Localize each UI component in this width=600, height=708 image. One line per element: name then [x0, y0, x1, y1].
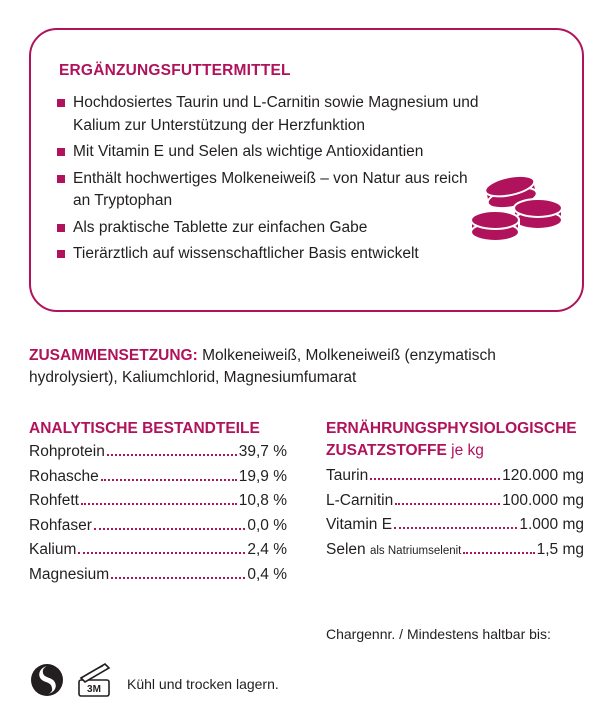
bullet-square-icon: [57, 175, 65, 183]
pao-jar-icon: [79, 664, 109, 696]
product-info-box: [29, 28, 584, 312]
analytic-row: Rohasche 19,9 %: [29, 467, 287, 485]
pao-label: 3M: [87, 684, 101, 695]
additive-row: Selen als Natriumselenit 1,5 mg: [326, 540, 584, 558]
additives-unit: je kg: [451, 442, 484, 459]
analytic-row: Rohfett 10,8 %: [29, 492, 287, 509]
analytic-row: Rohprotein 39,7 %: [29, 443, 287, 460]
composition-label: ZUSAMMENSETZUNG:: [29, 347, 198, 364]
storage-instruction: Kühl und trocken lagern.: [127, 676, 279, 692]
additive-note: als Natriumselenit: [369, 544, 462, 557]
analytic-components: [29, 418, 287, 587]
benefit-item: Tierärztlich auf wissenschaftlicher Basis entwickelt: [57, 243, 487, 266]
analytic-row: Kalium 2,4 %: [29, 541, 287, 558]
storage-icons: [29, 660, 119, 700]
composition-text: Molkeneiweiß, Molkeneiweiß (enzymatisch hydrolysiert), Kaliumchlorid, Magnesiumfumarat: [29, 347, 496, 386]
tablets-icon: [466, 170, 566, 245]
bullet-square-icon: [57, 224, 65, 232]
benefit-list: [57, 92, 487, 270]
analytic-row: Magnesium 0,4 %: [29, 565, 287, 583]
additive-row: Taurin 120.000 mg: [326, 467, 584, 484]
additive-row: Vitamin E 1.000 mg: [326, 516, 584, 533]
additives-heading-line2: ZUSATZSTOFFE je kg: [326, 442, 484, 459]
analytic-row: Rohfaser 0,0 %: [29, 516, 287, 534]
bullet-square-icon: [57, 99, 65, 107]
benefit-item: Hochdosiertes Taurin und L-Carnitin sowie Magnesium und Kalium zur Unterstützung der Herzfunktion: [57, 92, 487, 137]
benefit-item: Mit Vitamin E und Selen als wichtige Antioxidantien: [57, 141, 487, 164]
recycling-icon: [31, 664, 63, 696]
benefit-item: Enthält hochwertiges Molkeneiweiß – von Natur aus reich an Tryptophan: [57, 168, 487, 213]
bullet-square-icon: [57, 148, 65, 156]
additive-row: L-Carnitin 100.000 mg: [326, 491, 584, 509]
additives-heading-line1: ERNÄHRUNGSPHYSIOLOGISCHE: [326, 420, 577, 437]
composition-section: [29, 345, 569, 389]
benefit-item: Als praktische Tablette zur einfachen Gabe: [57, 217, 487, 240]
bullet-square-icon: [57, 250, 65, 258]
product-type-heading: ERGÄNZUNGSFUTTERMITTEL: [59, 62, 291, 79]
batch-expiry-label: Chargennr. / Mindestens haltbar bis:: [326, 626, 551, 642]
nutritional-additives: [326, 418, 584, 563]
analytic-heading: ANALYTISCHE BESTANDTEILE: [29, 420, 260, 437]
